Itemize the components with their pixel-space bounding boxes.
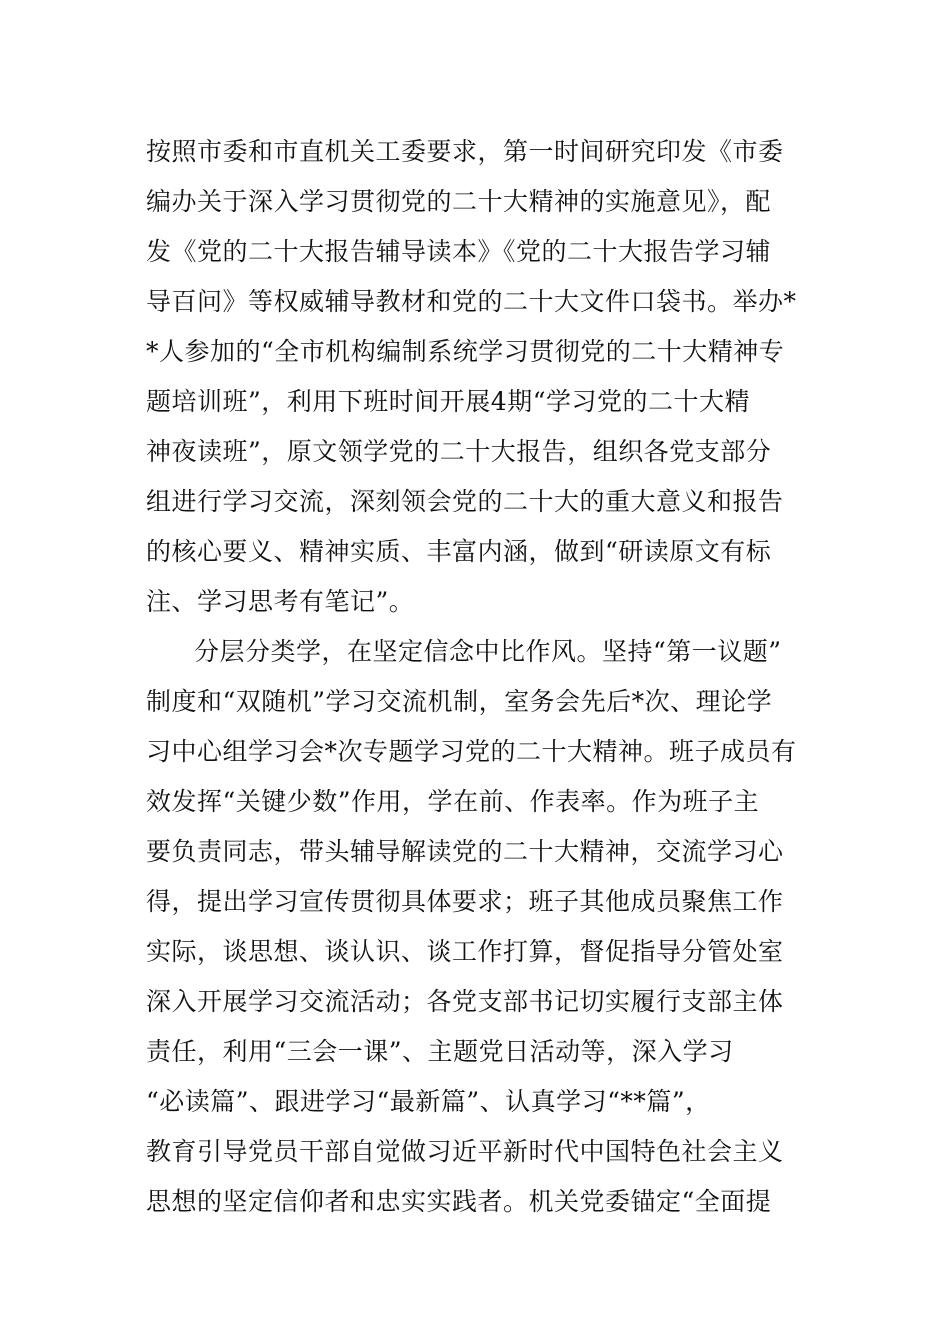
text-line: 神夜读班”，原文领学党的二十大报告，组织各党支部分	[146, 437, 772, 466]
text-line: 导百问》等权威辅导教材和党的二十大文件口袋书。举办*	[146, 287, 797, 316]
text-line: 注、学习思考有笔记”。	[146, 587, 415, 616]
text-line: “必读篇”、跟进学习“最新篇”、认真学习“**篇”，	[146, 1087, 711, 1116]
text-line: 习中心组学习会*次专题学习党的二十大精神。班子成员有	[146, 737, 797, 766]
text-line: 组进行学习交流，深刻领会党的二十大的重大意义和报告	[146, 487, 784, 516]
text-line: 编办关于深入学习贯彻党的二十大精神的实施意见》，配	[146, 187, 772, 216]
text-line: 思想的坚定信仰者和忠实实践者。机关党委锚定“全面提	[146, 1187, 772, 1216]
text-line: 题培训班”，利用下班时间开展4期“学习党的二十大精	[146, 387, 750, 416]
text-line: 按照市委和市直机关工委要求，第一时间研究印发《市委	[146, 137, 784, 166]
text-line: 发《党的二十大报告辅导读本》《党的二十大报告学习辅	[146, 237, 772, 266]
text-line: 制度和“双随机”学习交流机制，室务会先后*次、理论学	[146, 687, 773, 716]
paragraph-start-line: 分层分类学，在坚定信念中比作风。坚持“第一议题”	[194, 637, 782, 666]
text-line: 责任，利用“三会一课”、主题党日活动等，深入学习	[146, 1037, 734, 1066]
text-line: 得，提出学习宣传贯彻具体要求；班子其他成员聚焦工作	[146, 887, 784, 916]
text-line: 深入开展学习交流活动；各党支部书记切实履行支部主体	[146, 987, 784, 1016]
text-line: 要负责同志，带头辅导解读党的二十大精神，交流学习心	[146, 837, 784, 866]
text-line: 教育引导党员干部自觉做习近平新时代中国特色社会主义	[146, 1137, 784, 1166]
text-line: 实际，谈思想、谈认识、谈工作打算，督促指导分管处室	[146, 937, 784, 966]
text-line: 效发挥“关键少数”作用，学在前、作表率。作为班子主	[146, 787, 760, 816]
text-line: 的核心要义、精神实质、丰富内涵，做到“研读原文有标	[146, 537, 772, 566]
text-line: *人参加的“全市机构编制系统学习贯彻党的二十大精神专	[146, 337, 785, 366]
